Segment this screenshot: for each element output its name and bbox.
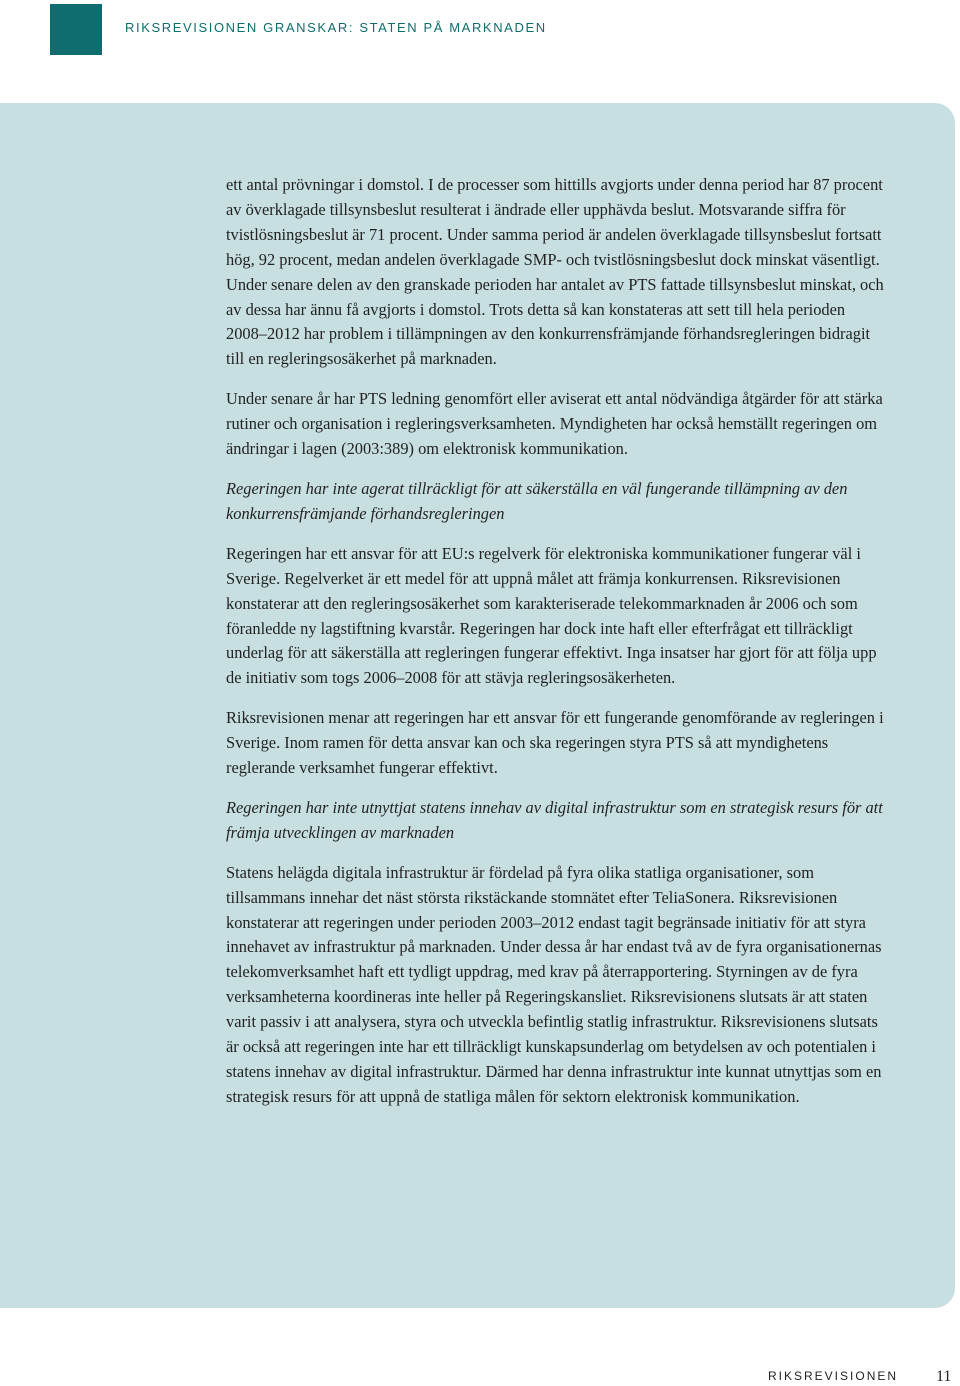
section-heading: Regeringen har inte agerat tillräckligt för att säkerställa en väl fungerande tillämpning av den konkurrensfrämjande förhandsregleringen: [226, 478, 848, 523]
body-paragraph: Statens helägda digitala infrastruktur är fördelad på fyra olika statliga organisationer, som tillsammans innehar det näst största rikstäckande stomnätet efter TeliaSonera. Riksrevisionen konstaterar att regeringen under perioden 2003–2012 endast tagit begränsade initiativ för att styra innehavet av infrastruktur på marknaden. Under dessa år har endast två av de fyra organisationernas telekomverksamhet haft ett tydligt uppdrag, med krav på återrapportering. Styrningen av de fyra verksamheterna koordineras inte heller på Regeringskansliet. Riksrevisionens slutsats är att staten varit passiv i att analysera, styra och utveckla befintlig statlig infrastruktur. Riksrevisionens slutsats är också att regeringen inte har ett tillräckligt kunskapsunderlag om betydelsen av och potentialen i statens innehav av digital infrastruktur. Därmed har denna infrastruktur inte kunnat utnyttjas som en strategisk resurs för att uppnå de statliga målen för sektorn elektronisk kommunikation.: [226, 862, 882, 1106]
section-heading: Regeringen har inte utnyttjat statens innehav av digital infrastruktur som en strategisk resurs för att främja utvecklingen av marknaden: [226, 797, 883, 842]
body-paragraph: ett antal prövningar i domstol. I de processer som hittills avgjorts under denna period har 87 procent av överklagade tillsynsbeslut resulterat i ändrade eller upphävda beslut. Motsvarande siffra för tvistlösningsbeslut är 71 procent. Under samma period är andelen överklagade tillsynsbeslut fortsatt hög, 92 procent, medan andelen överklagade SMP- och tvistlösningsbeslut dock minskat väsentligt. Under senare delen av den granskade perioden har antalet av PTS fattade tillsynsbeslut minskat, och av dessa har ännu få avgjorts i domstol. Trots detta så kan konstateras att sett till hela perioden 2008–2012 har problem i tillämpningen av den konkurrensfrämjande förhandsregleringen bidragit till en regleringsosäkerhet på marknaden.: [226, 175, 884, 369]
running-header: RIKSREVISIONEN GRANSKAR: STATEN PÅ MARKNADEN: [125, 20, 547, 35]
header-accent-square: [50, 4, 102, 55]
footer-brand: RIKSREVISIONEN: [768, 1369, 899, 1383]
body-paragraph: Under senare år har PTS ledning genomfört eller aviserat ett antal nödvändiga åtgärder för att stärka rutiner och organisation i regleringsverksamheten. Myndigheten har också hemställt regeringen om ändringar i lagen (2003:389) om elektronisk kommunikation.: [226, 389, 883, 459]
main-text: [226, 173, 886, 1125]
body-paragraph: Regeringen har ett ansvar för att EU:s regelverk för elektroniska kommunikationer fungerar väl i Sverige. Regelverket är ett medel för att uppnå målet att främja konkurrensen. Riksrevisionen konstaterar att den regleringsosäkerhet som karakteriserade telekommarknaden år 2006 och som föranledde ny lagstiftning kvarstår. Regeringen har dock inte haft eller efterfrågat ett tillräckligt underlag för att säkerställa att regleringen fungerar effektivt. Inga insatser har gjort för att följa upp de initiativ som togs 2006–2008 för att stävja regleringsosäkerheten.: [226, 543, 877, 688]
page-number: 11: [936, 1368, 952, 1385]
body-paragraph: Riksrevisionen menar att regeringen har ett ansvar för ett fungerande genomförande av regleringen i Sverige. Inom ramen för detta ansvar kan och ska regeringen styra PTS så att myndighetens reglerande verksamhet fungerar effektivt.: [226, 708, 884, 778]
